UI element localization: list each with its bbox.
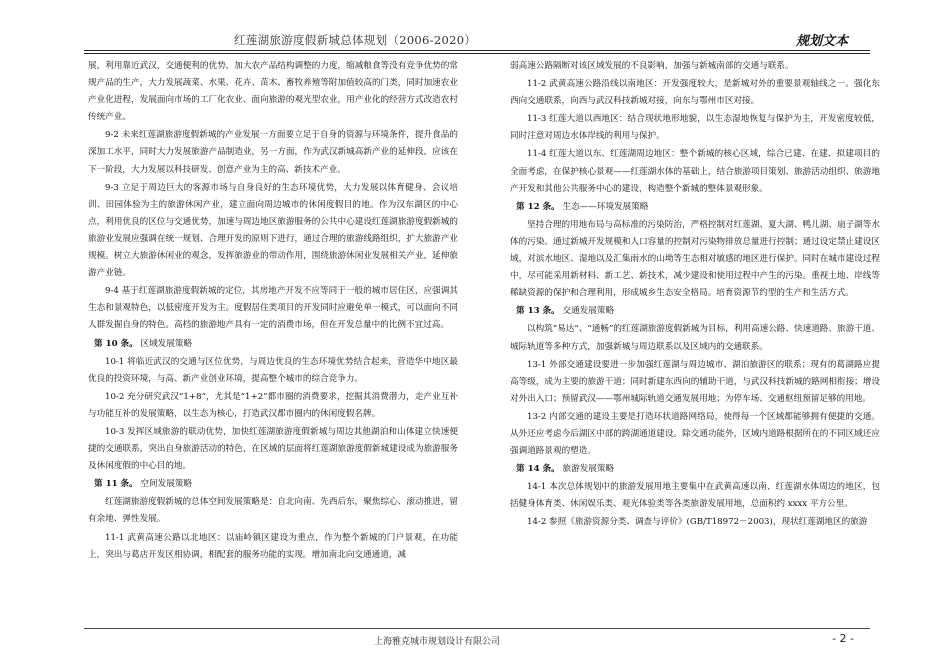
footer-rule — [84, 628, 870, 629]
section-title: 区域发展策略 — [140, 338, 193, 349]
section-title: 交通发展策略 — [562, 306, 615, 317]
section-title: 空间发展策略 — [140, 479, 193, 490]
page-footer — [84, 628, 870, 650]
body-paragraph: 13-2 内部交通的建设主要是打造环状道路网络局，使得每一个区域都能够拥有便捷的交通。从外还应考虑今后湖区中部的跨湖通道建设。除交通功能外，区域内道路根据所在的不同区域还应强调道路景观的塑造。 — [510, 411, 880, 457]
body-paragraph: 9-4 基于红莲湖旅游度假新城的定位，其房地产开发不应等同于一般的城市居住区，应强调其生态和景观特色，以低密度开发为主。度假居住类项目的开发同时应避免单一模式，可以面向不同人群发掘自身的特色。高档的旅游地产具有一定的消费市场，但在开发总量中的比例不宜过高。 — [88, 286, 458, 331]
section-heading — [94, 336, 458, 353]
left-column — [88, 58, 458, 565]
body-paragraph: 11-2 武黄高速公路沿线以南地区：开发强度较大，是新城对外的重要景观轴线之一。强化东西向交通联系，向西与武汉科技新城对接，向东与鄂州市区对接。 — [510, 79, 880, 107]
section-number: 第 14 条。 — [516, 464, 560, 475]
section-heading — [516, 303, 880, 320]
body-paragraph: 14-1 本次总体规划中的旅游发展用地主要集中在武黄高速以南、红莲湖水体周边的地区，包括健身体育类、休闲娱乐类、观光体验类等各类旅游发展用地，总面积约 xxxx 平方公里。 — [510, 482, 880, 510]
body-paragraph: 展，利用靠近武汉，交通便利的优势，加大农产品结构调整的力度，缩减粮食等没有竞争优势的常规产品的生产，大力发展蔬菜、水果、花卉、苗木、畜牧养殖等附加值较高的门类，同时加速农业产业化进程，发展面向市场的工厂化农业、面向旅游的观光型农业，用产业化的经营方式改造农村传统产业。 — [88, 61, 458, 123]
section-number: 第 13 条。 — [516, 306, 560, 317]
section-number: 第 10 条。 — [94, 338, 138, 349]
page-header — [84, 30, 870, 52]
body-paragraph: 14-2 参照《旅游资源分类、调查与评价》(GB/T18972－2003)，现状红莲湖地区的旅游 — [527, 517, 868, 528]
section-number: 第 11 条。 — [94, 479, 138, 490]
body-paragraph: 9-3 立足于周边巨大的客源市场与自身良好的生态环境优势，大力发展以体育健身、会议培训、田园体验为主的旅游休闲产业，建立面向周边城市的休闲度假目的地。作为汉东湖区的中心点，利用优良的区位与交通优势，加速与周边地区旅游服务的公共中心建设红莲湖旅游度假新城的旅游业发展应强调在统一规划、合理开发的原则下进行，通过合理的旅游线路组织，扩大旅游产业规模。树立大旅游休闲业的观念，发挥旅游业的带动作用，围绕旅游休闲业发展相关产业，延伸旅游产业链。 — [88, 182, 458, 279]
body-paragraph: 坚持合理的用地布局与高标准的污染防治，严格控制对红莲湖、夏大湖、鸭儿湖、扇子湖等水体的污染。通过新城开发规模和人口容量的控制对污染物排放总量进行控制；通过设定禁止建设区域，对滨水地区、湿地以及汇集雨水的山坳等生态相对敏感的地区进行保护。同时在城市建设过程中，尽可能采用新材料、新工艺、新技术，减少建设和使用过程中产生的污染。重视土地、岸线等稀缺资源的保护和合理利用，形成城乡生态安全格局。培育资源节约型的生产和生活方式。 — [510, 219, 880, 299]
section-title: 旅游发展策略 — [562, 464, 615, 475]
body-paragraph: 11-1 武黄高速公路以北地区：以庙岭镇区建设为重点，作为整个新城的门户景观，在功能上，突出与葛店开发区相协调，相配套的服务功能的实现。增加南北向交通通道，减 — [88, 532, 458, 560]
body-paragraph: 13-1 外部交通建设要进一步加强红莲湖与周边城市、湖泊旅游区的联系；现有的葛湖路应提高等级，成为主要的旅游干道；同时新建东西向的辅助干道，与武汉科技新城的路网相衔接；增设对外出入口；预留武汉——鄂州城际轨道交通发展用地；为停车场、交通枢纽预留足够的用地。 — [510, 359, 880, 404]
section-number: 第 12 条。 — [516, 201, 560, 212]
page-number: - 2 - — [832, 632, 854, 645]
body-paragraph: 以构筑“易达”、“通畅”的红莲湖旅游度假新城为目标，利用高速公路、快速道路、旅游干道、城际轨道等多种方式，加强新城与周边联系以及区域内的交通联系。 — [510, 324, 880, 352]
body-paragraph: 10-3 发挥区域旅游的联动优势，加快红莲湖旅游度假新城与周边其他湖泊和山体建立快速便捷的交通联系，突出自身旅游活动的特色，在区域的层面将红莲湖旅游度假新城建设成为旅游服务及休闲度假的中心目的地。 — [88, 426, 458, 472]
company-name: 上海雅克城市规划设计有限公司 — [374, 637, 501, 647]
body-paragraph: 11-4 红莲大道以东、红莲湖周边地区：整个新城的核心区域，综合已建、在建、拟建项目的全面考虑，在保护核心景观——红莲湖水体的基础上，结合旅游项目策划、旅游活动组织、旅游地产开发和其他公共服务中心的建设，构造整个新城的整体景观形象。 — [510, 149, 880, 194]
body-paragraph: 9-2 未来红莲湖旅游度假新城的产业发展一方面要立足于自身的资源与环境条件，提升食品的深加工水平，同时大力发展旅游产品制造业，另一方面，作为武汉新城高新产业的延伸段，应该在下一阶段，大力发展以科技研发、创意产业为主的高、新技术产业。 — [88, 130, 458, 175]
section-heading — [516, 199, 880, 216]
body-paragraph: 弱高速公路隔断对该区域发展的不良影响，加强与新城南部的交通与联系。 — [510, 61, 794, 71]
document-type-label: 规划文本 — [795, 34, 848, 49]
section-title: 生态——环境发展策略 — [562, 201, 649, 212]
header-rule — [84, 50, 870, 54]
right-column — [510, 58, 880, 533]
section-heading — [516, 461, 880, 478]
body-paragraph: 10-1 将临近武汉的交通与区位优势，与周边优良的生态环境优势结合起来，营造华中地区最优良的投资环境，与高、新产业创业环境，提高整个城市的综合竞争力。 — [88, 356, 458, 384]
document-title: 红莲湖旅游度假新城总体规划（2006-2020） — [234, 33, 477, 47]
body-paragraph: 10-2 充分研究武汉“1+8”，尤其是“1+2”都市圈的消费要求，挖掘其消费潜力，走产业互补与功能互补的发展策略，以生态为核心，打造武汉都市圈内的休闲度假名牌。 — [88, 391, 458, 419]
section-heading — [94, 476, 458, 493]
body-paragraph: 11-3 红莲大道以西地区：结合现状地形地貌，以生态湿地恢复与保护为主，开发密度较低，同时注意对周边水体岸线的利用与保护。 — [510, 114, 880, 142]
body-paragraph: 红莲湖旅游度假新城的总体空间发展策略是：自北向南、先西后东，聚焦综心、滚动推进，留有余地、弹性发展。 — [88, 497, 458, 525]
